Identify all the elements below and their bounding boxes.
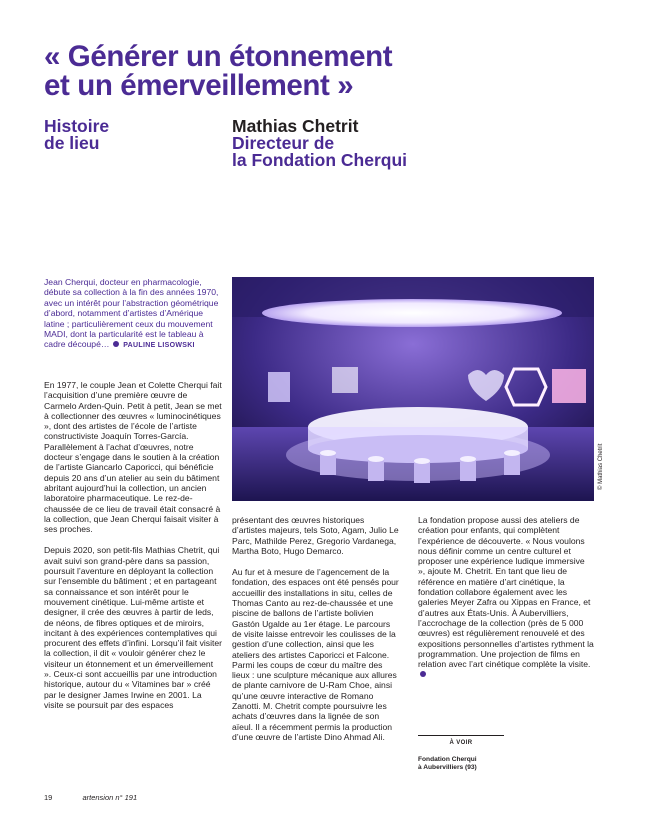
text-column-2	[232, 515, 400, 753]
photo-credit: © Mathias Chetrit	[598, 443, 604, 490]
interviewee-role-line-1: Directeur de	[232, 133, 335, 153]
headline-line-2: et un émerveillement »	[44, 69, 354, 102]
rubric-line-1: Histoire	[44, 116, 110, 136]
rubric-line-2: de lieu	[44, 133, 100, 153]
headline-line-1: « Générer un étonnement	[44, 40, 393, 73]
body-paragraph-text: La fondation propose aussi des ateliers de création pour enfants, qui complètent l’expérience de découverte. « Nous voulons nous définir comme un centre culturel et proposer une expérience ludique immersive », ajoute M. Chetrit. En tant que lieu de référence en matière d’art cinétique, la fondation collabore également avec les galeries Meyer Zafra ou Xippas en France, et d’autres aux États-Unis. À Aubervilliers, l’accrochage de la collection (près de 5 000 œuvres) est régulièrement renouvelé et des expositions personnelles d’artistes rythment la programmation. Une projection de films en relation avec l’art cinétique complète la visite.	[418, 515, 594, 670]
body-paragraph: En 1977, le couple Jean et Colette Cherqui fait l’acquisition d’une première œuvre de Carmelo Arden-Quin. Petit à petit, Jean se met à collectionner des œuvres « luminocinétiques », dont des artistes de l’école de l’artiste constructiviste Joaquín Torres-García. Parallèlement à l’achat d’œuvres, notre docteur s’engage dans le soutien à la création de l’artiste Giancarlo Caporicci, qui bénéficie depuis 20 ans d’un atelier au sein du bâtiment abritant aujourd’hui la collection, un ancien laboratoire pharmaceutique. Le rez-de-chaussée de ce lieu de travail était consacré à la collection, que Jean Cherqui faisait visiter à ses proches.	[44, 380, 222, 535]
see-also-label: À VOIR	[449, 740, 473, 746]
body-paragraph: Depuis 2020, son petit-fils Mathias Chetrit, qui avait suivi son grand-père dans sa passion, poursuit l’aventure en déployant la collection sur l’ensemble du bâtiment ; et en partageant sa connaissance et son intérêt pour le mouvement cinétique. Lui-même artiste et designer, il crée des œuvres à partir de leds, de néons, de fibres optiques et de miroirs, incitant à des expériences contemplatives qui procurent des effets d’infini. Lorsqu’il fait visiter la collection, il dit « vouloir générer chez le visiteur un étonnement et un émerveillement ». Ceux-ci sont accueillis par une introduction historique, autour du « Vitamines bar » créé par le designer James Irwine en 2001. La visite se poursuit par des espaces	[44, 545, 223, 710]
gallery-photo-illustration	[232, 277, 594, 501]
text-column-3	[418, 515, 594, 691]
article-lead	[44, 277, 220, 352]
body-paragraph: Au fur et à mesure de l’agencement de la fondation, des espaces ont été pensés pour accueillir des installations in situ, celles de Thomas Canto au rez-de-chaussée et une piscine de ballons de l’artiste bolivien Gastón Ugalde au 1er étage. Le parcours de visite laisse entrevoir les coulisses de la gestion d’une collection, ainsi que les ateliers des artistes Caporicci et Falcone. Parmi les coups de cœur du maître des lieux : une sculpture mécanique aux allures de plante carnivore de U-Ram Choe, ainsi qu’une œuvre interactive de Romano Zanotti. M. Chetrit compte poursuivre les achats d’œuvres dans la lignée de son aïeul. Il a récemment permis la production d’une œuvre de l’artiste Dino Ahmad Ali.	[232, 567, 399, 742]
lead-text: Jean Cherqui, docteur en pharmacologie, débute sa collection à la fin des années 1970, avec un intérêt pour l’abstraction géométrique d’abord, notamment d’artistes d’Amérique latine ; particulièrement ceux du mouvement MADI, dont la particularité est le tableau à cadre découpé…	[44, 277, 219, 350]
page-number: 19	[44, 793, 53, 802]
interviewee-block	[232, 118, 407, 169]
article-headline	[44, 42, 644, 100]
body-paragraph	[418, 515, 594, 680]
text-column-1	[44, 380, 222, 721]
gallery-photo	[232, 277, 594, 501]
see-also-place-line-2: à Aubervilliers (93)	[418, 764, 477, 771]
section-rubric	[44, 118, 109, 152]
interviewee-name: Mathias Chetrit	[232, 116, 359, 136]
body-paragraph: présentant des œuvres historiques d’artistes majeurs, tels Soto, Agam, Julio Le Parc, Mathilde Perez, Gregorio Vardanega, Martha Boto, Hugo Demarco.	[232, 515, 399, 556]
see-also-box	[418, 735, 504, 772]
magazine-issue: artension n° 191	[82, 793, 138, 802]
bullet-dot-icon	[113, 341, 119, 347]
end-mark-icon	[420, 671, 426, 677]
page-footer	[44, 793, 137, 802]
see-also-place-line-1: Fondation Cherqui	[418, 756, 477, 763]
author-signature: PAULINE LISOWSKI	[123, 342, 195, 350]
interviewee-role-line-2: la Fondation Cherqui	[232, 150, 407, 170]
